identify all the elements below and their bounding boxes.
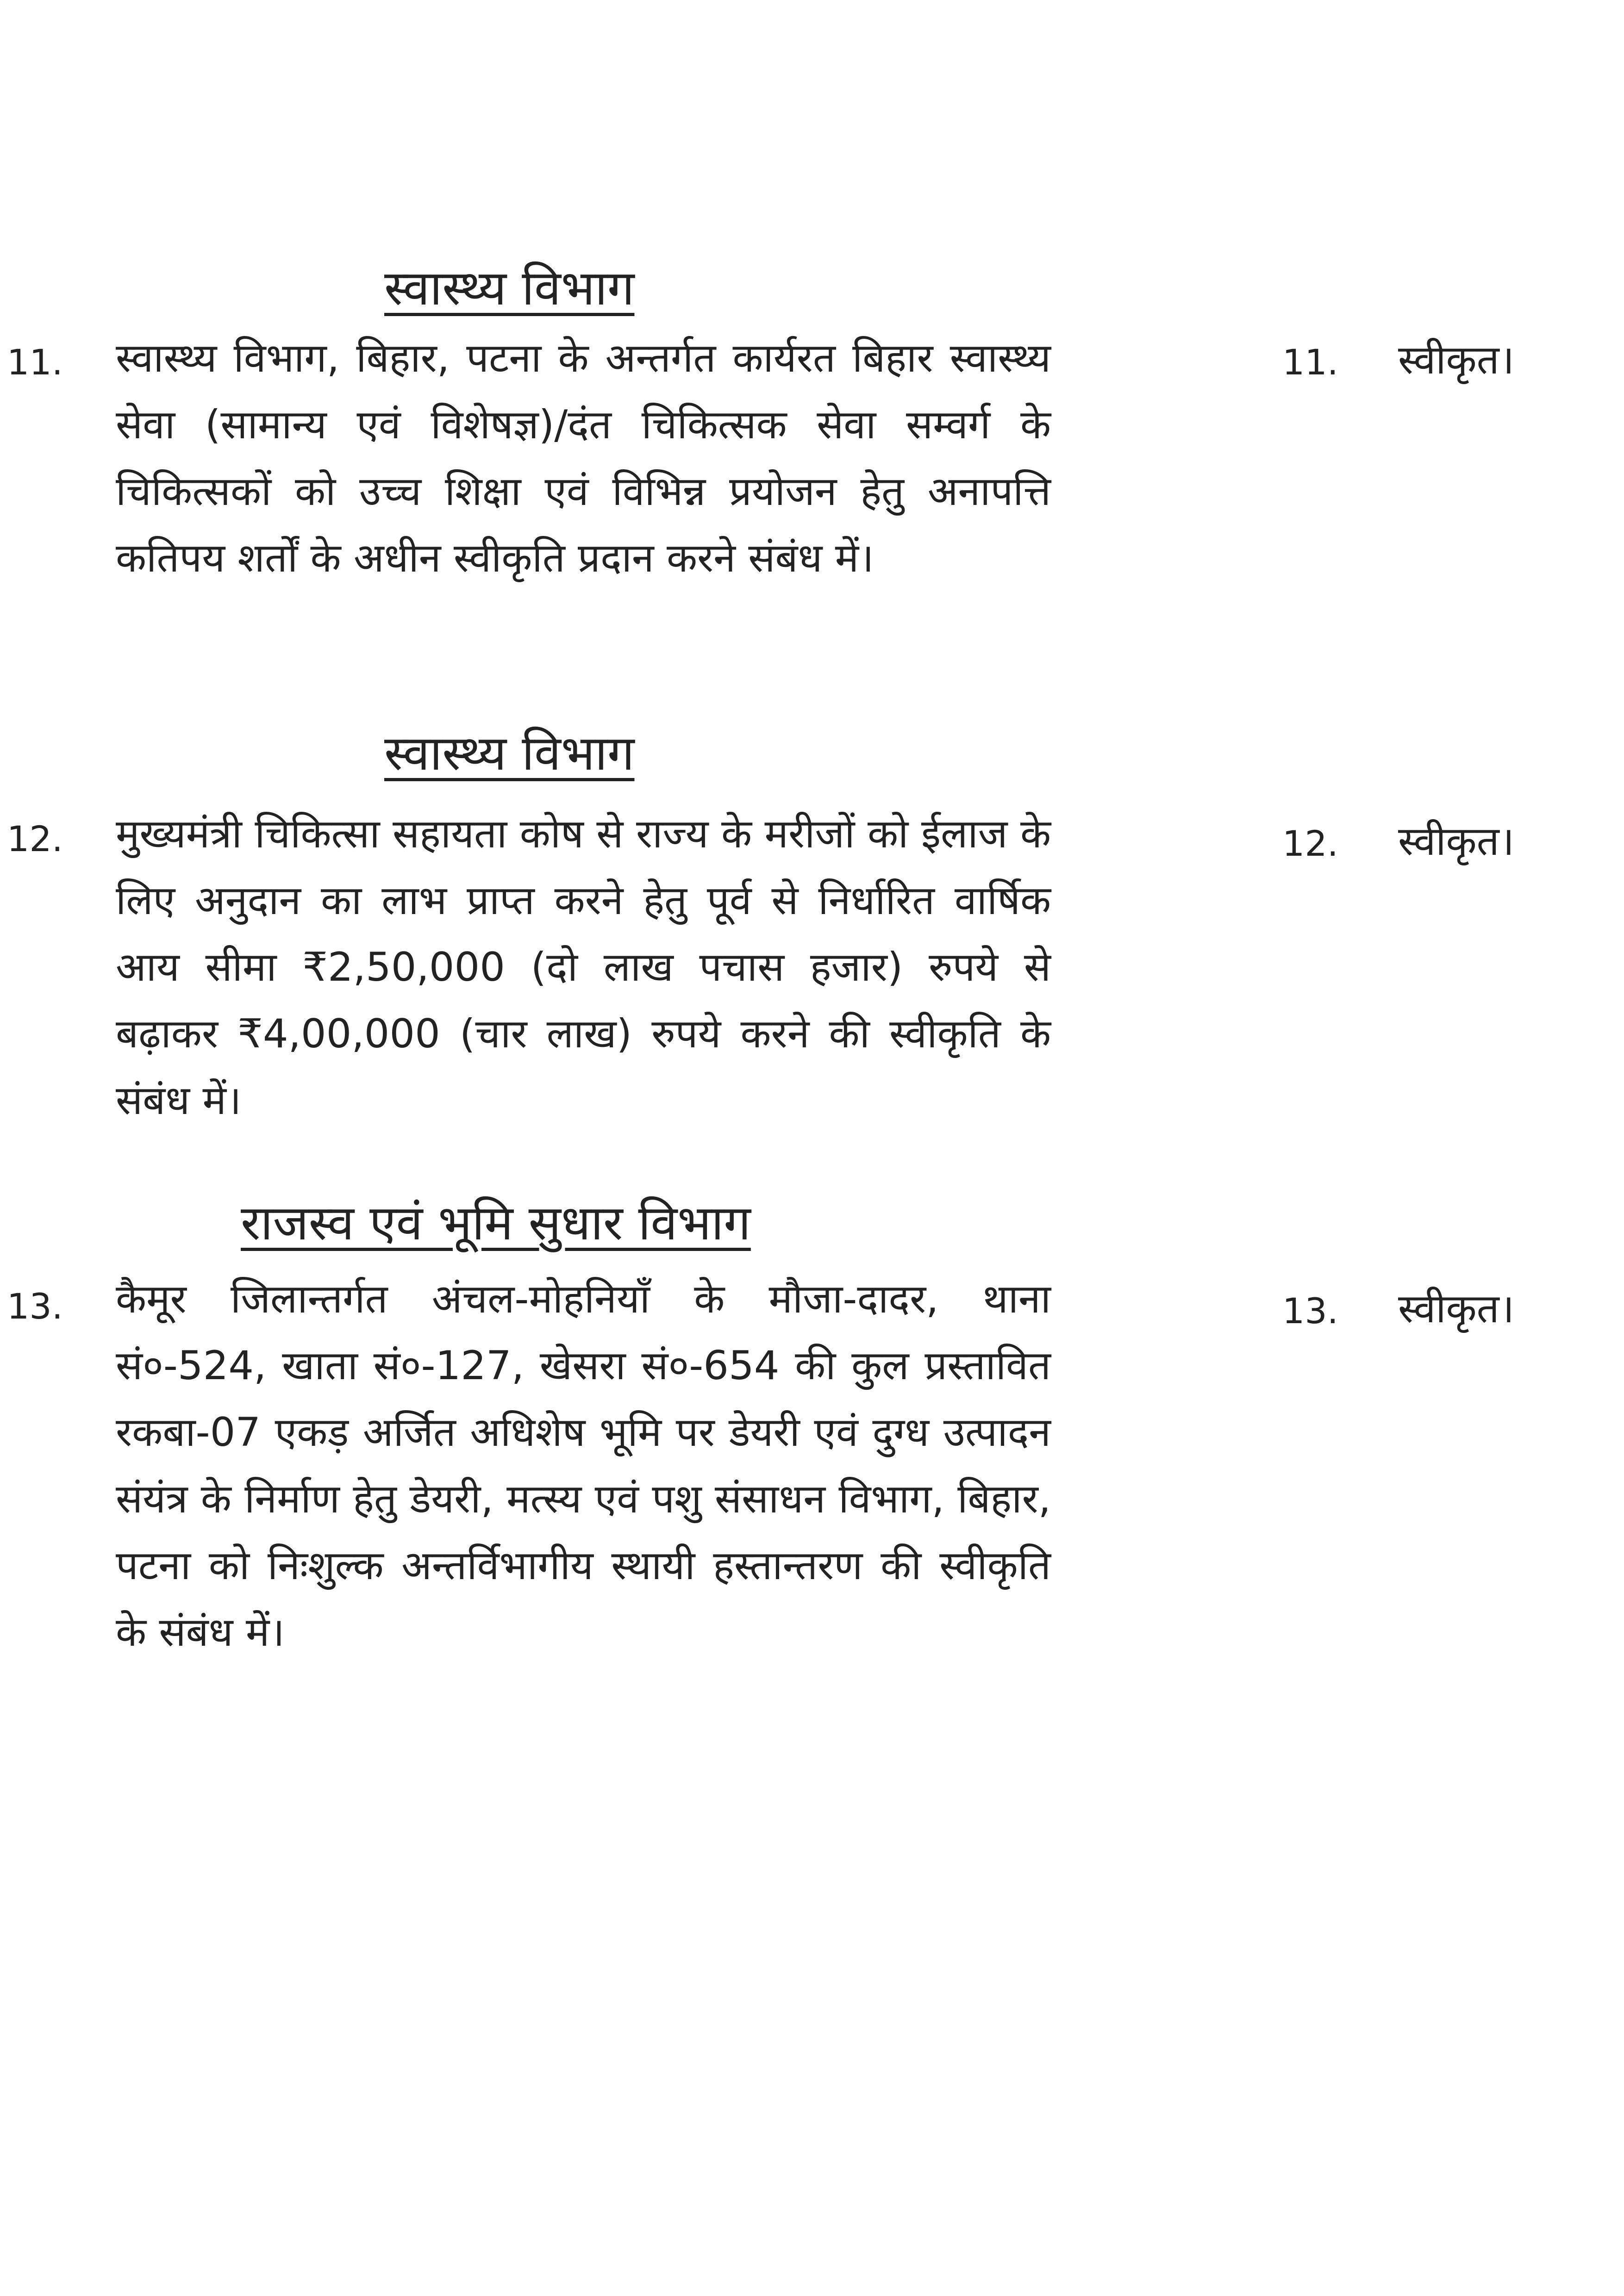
- decision-item-number: 11.: [1282, 342, 1338, 383]
- agenda-item-number: 13.: [7, 1286, 63, 1327]
- agenda-item-text: मुख्यमंत्री चिकित्सा सहायता कोष से राज्य के मरीजों को ईलाज के लिए अनुदान का लाभ प्राप्त करने हेतु पूर्व से निर्धारित वार्षिक आय सीमा ₹2,50,000 (दो लाख पचास हजार) रुपये से बढ़ाकर ₹4,00,000 (चार लाख) रुपये करने की स्वीकृति के संबंध में।: [116, 811, 1051, 1124]
- decision-status: स्वीकृत।: [1398, 337, 1515, 383]
- department-heading-health: स्वास्थ्य विभाग: [384, 260, 635, 316]
- decision-status: स्वीकृत।: [1398, 818, 1515, 865]
- agenda-item-number: 12.: [7, 818, 63, 859]
- decision-status: स्वीकृत।: [1398, 1286, 1515, 1332]
- agenda-item-text: कैमूर जिलान्तर्गत अंचल-मोहनियाँ के मौजा-दादर, थाना सं०-524, खाता सं०-127, खेसरा सं०-654 की कुल प्रस्तावित रकबा-07 एकड़ अर्जित अधिशेष भूमि पर डेयरी एवं दुग्ध उत्पादन संयंत्र के निर्माण हेतु डेयरी, मत्स्य एवं पशु संसाधन विभाग, बिहार, पटना को निःशुल्क अन्तर्विभागीय स्थायी हस्तान्तरण की स्वीकृति के संबंध में।: [116, 1276, 1051, 1655]
- agenda-item-number: 11.: [7, 342, 63, 383]
- decision-item-number: 13.: [1282, 1290, 1338, 1332]
- department-heading-revenue-land-reforms: राजस्व एवं भूमि सुधार विभाग: [241, 1195, 751, 1251]
- department-heading-health: स्वास्थ्य विभाग: [384, 725, 635, 781]
- agenda-item-text: स्वास्थ्य विभाग, बिहार, पटना के अन्तर्गत कार्यरत बिहार स्वास्थ्य सेवा (सामान्य एवं विशेषज्ञ)/दंत चिकित्सक सेवा सम्वर्ग के चिकित्सकों को उच्च शिक्षा एवं विभिन्न प्रयोजन हेतु अनापत्ति कतिपय शर्तों के अधीन स्वीकृति प्रदान करने संबंध में।: [116, 335, 1051, 581]
- decision-item-number: 12.: [1282, 823, 1338, 864]
